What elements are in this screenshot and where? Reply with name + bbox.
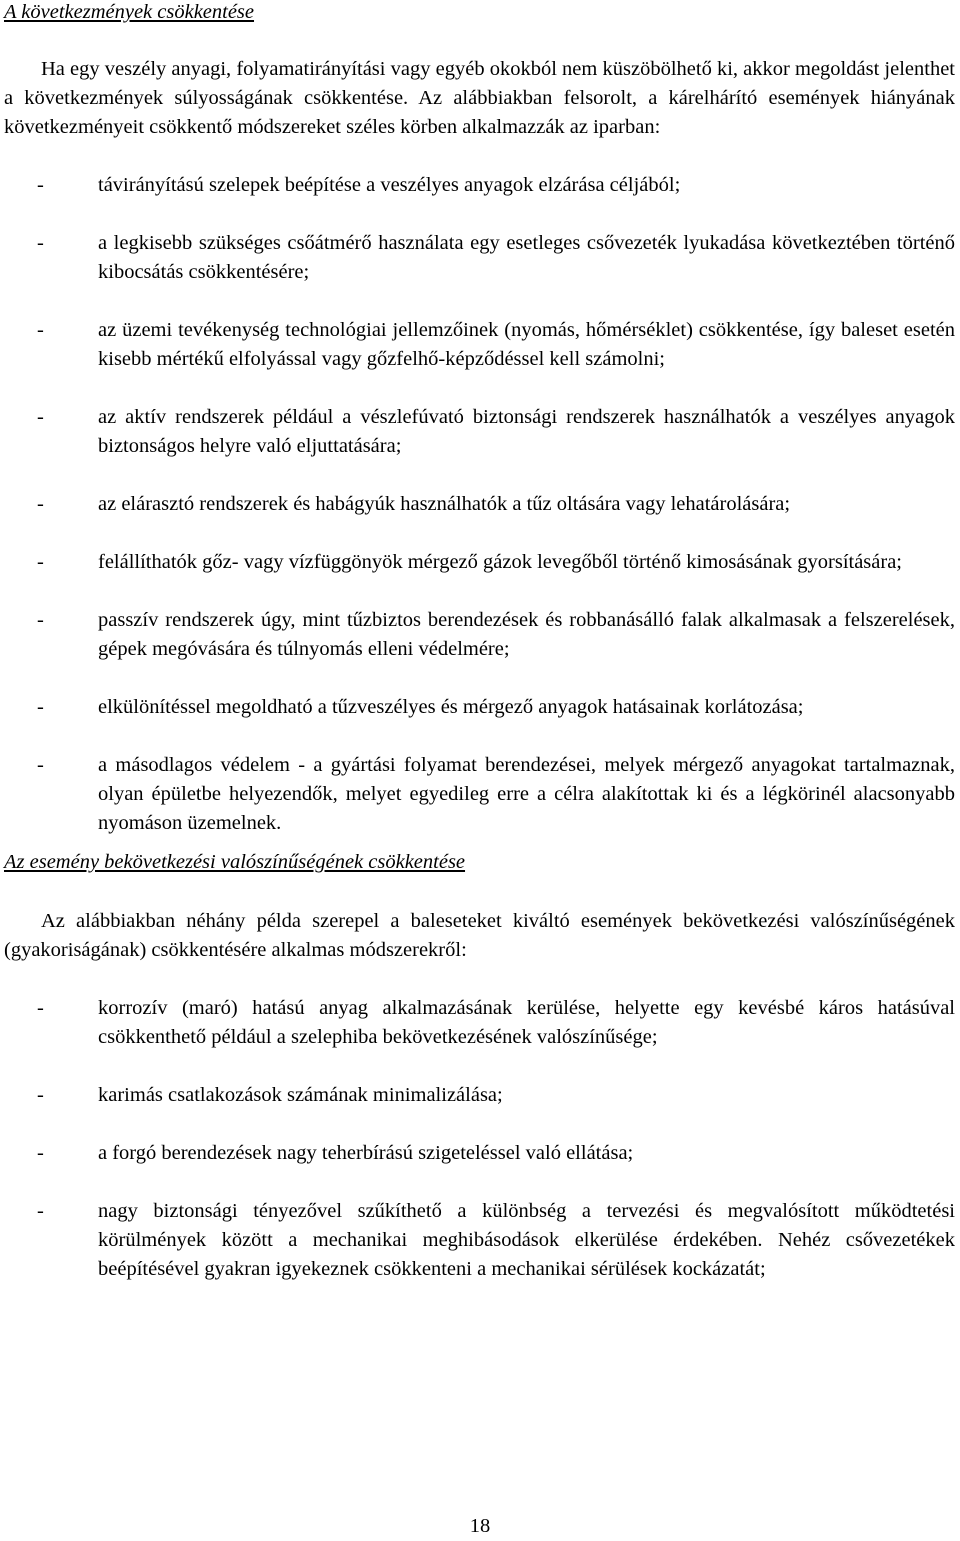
list-bullet: - <box>37 1084 44 1106</box>
list-item-text: felállíthatók gőz- vagy vízfüggönyök mérgező gázok levegőből történő kimosásának gyorsítására; <box>98 551 903 573</box>
list-item-text: elkülönítéssel megoldható a tűzveszélyes és mérgező anyagok hatásainak korlátozása; <box>98 696 804 718</box>
list-item-text: korrozív (maró) hatású anyag alkalmazásának kerülése, helyette egy kevésbé káros hatásúval csökkenthető például a szelephiba bekövetkezésének valószínűsége; <box>98 997 955 1048</box>
list-item <box>4 229 955 287</box>
page-number: 18 <box>469 1515 491 1537</box>
list-item-text: karimás csatlakozások számának minimalizálása; <box>98 1084 503 1106</box>
list-item-text: a másodlagos védelem - a gyártási folyamat berendezései, melyek mérgező anyagokat tartalmaznak, olyan épületbe helyezendők, melyet egyedileg erre a célra alakítottak ki és a légkörinél alacsonyabb nyomáson üzemelnek. <box>98 754 955 834</box>
list-bullet: - <box>37 406 44 428</box>
list-item <box>4 316 955 374</box>
list-item <box>4 693 955 722</box>
list-item <box>4 1197 955 1284</box>
list-item-text: passzív rendszerek úgy, mint tűzbiztos berendezések és robbanásálló falak alkalmasak a felszerelések, gépek megóvására és túlnyomás elleni védelmére; <box>98 609 955 660</box>
list-item <box>4 403 955 461</box>
list-probability-methods <box>4 994 955 1284</box>
list-item <box>4 606 955 664</box>
list-bullet: - <box>37 754 44 776</box>
list-item-text: a forgó berendezések nagy teherbírású szigeteléssel való ellátása; <box>98 1142 634 1164</box>
list-bullet: - <box>37 551 44 573</box>
list-bullet: - <box>37 319 44 341</box>
section-heading-probability: Az esemény bekövetkezési valószínűségének csökkentése <box>4 851 466 873</box>
list-item <box>4 751 955 838</box>
list-item <box>4 171 955 200</box>
paragraph-consequences-intro: Ha egy veszély anyagi, folyamatirányítási vagy egyéb okokból nem küszöbölhető ki, akkor megoldást jelenthet a következmények súlyosságának csökkentése. Az alábbiakban felsorolt, a kárelhárító események hiányának következményeit csökkentő módszereket széles körben alkalmazzák az iparban: <box>4 58 955 138</box>
list-bullet: - <box>37 232 44 254</box>
list-item-text: nagy biztonsági tényezővel szűkíthető a különbség a tervezési és megvalósított működtetési körülmények között a mechanikai meghibásodások elkerülése érdekében. Nehéz csővezetékek beépítésével gyakran igyekeznek csökkenteni a mechanikai sérülések kockázatát; <box>98 1200 955 1280</box>
section-heading-consequences: A következmények csökkentése <box>4 1 255 23</box>
list-bullet: - <box>37 997 44 1019</box>
list-item-text: az üzemi tevékenység technológiai jellemzőinek (nyomás, hőmérséklet) csökkentése, így baleset esetén kisebb mértékű elfolyással vagy gőzfelhő-képződéssel kell számolni; <box>98 319 955 370</box>
list-item-text: az aktív rendszerek például a vészlefúvató biztonsági rendszerek használhatók a veszélyes anyagok biztonságos helyre való eljuttatására; <box>98 406 955 457</box>
list-bullet: - <box>37 609 44 631</box>
list-item <box>4 548 955 577</box>
list-bullet: - <box>37 696 44 718</box>
document-page <box>4 0 955 1284</box>
list-bullet: - <box>37 174 44 196</box>
list-bullet: - <box>37 1200 44 1222</box>
list-item-text: az elárasztó rendszerek és habágyúk használhatók a tűz oltására vagy lehatárolására; <box>98 493 791 515</box>
list-bullet: - <box>37 1142 44 1164</box>
list-item-text: távirányítású szelepek beépítése a veszélyes anyagok elzárása céljából; <box>98 174 681 196</box>
paragraph-probability-intro: Az alábbiakban néhány példa szerepel a baleseteket kiváltó események bekövetkezési valószínűségének (gyakoriságának) csökkentésére alkalmas módszerekről: <box>4 910 955 961</box>
list-item <box>4 490 955 519</box>
list-bullet: - <box>37 493 44 515</box>
list-item <box>4 994 955 1052</box>
list-item <box>4 1081 955 1110</box>
list-item <box>4 1139 955 1168</box>
list-consequence-methods <box>4 171 955 838</box>
list-item-text: a legkisebb szükséges csőátmérő használata egy esetleges csővezeték lyukadása következtében történő kibocsátás csökkentésére; <box>98 232 955 283</box>
